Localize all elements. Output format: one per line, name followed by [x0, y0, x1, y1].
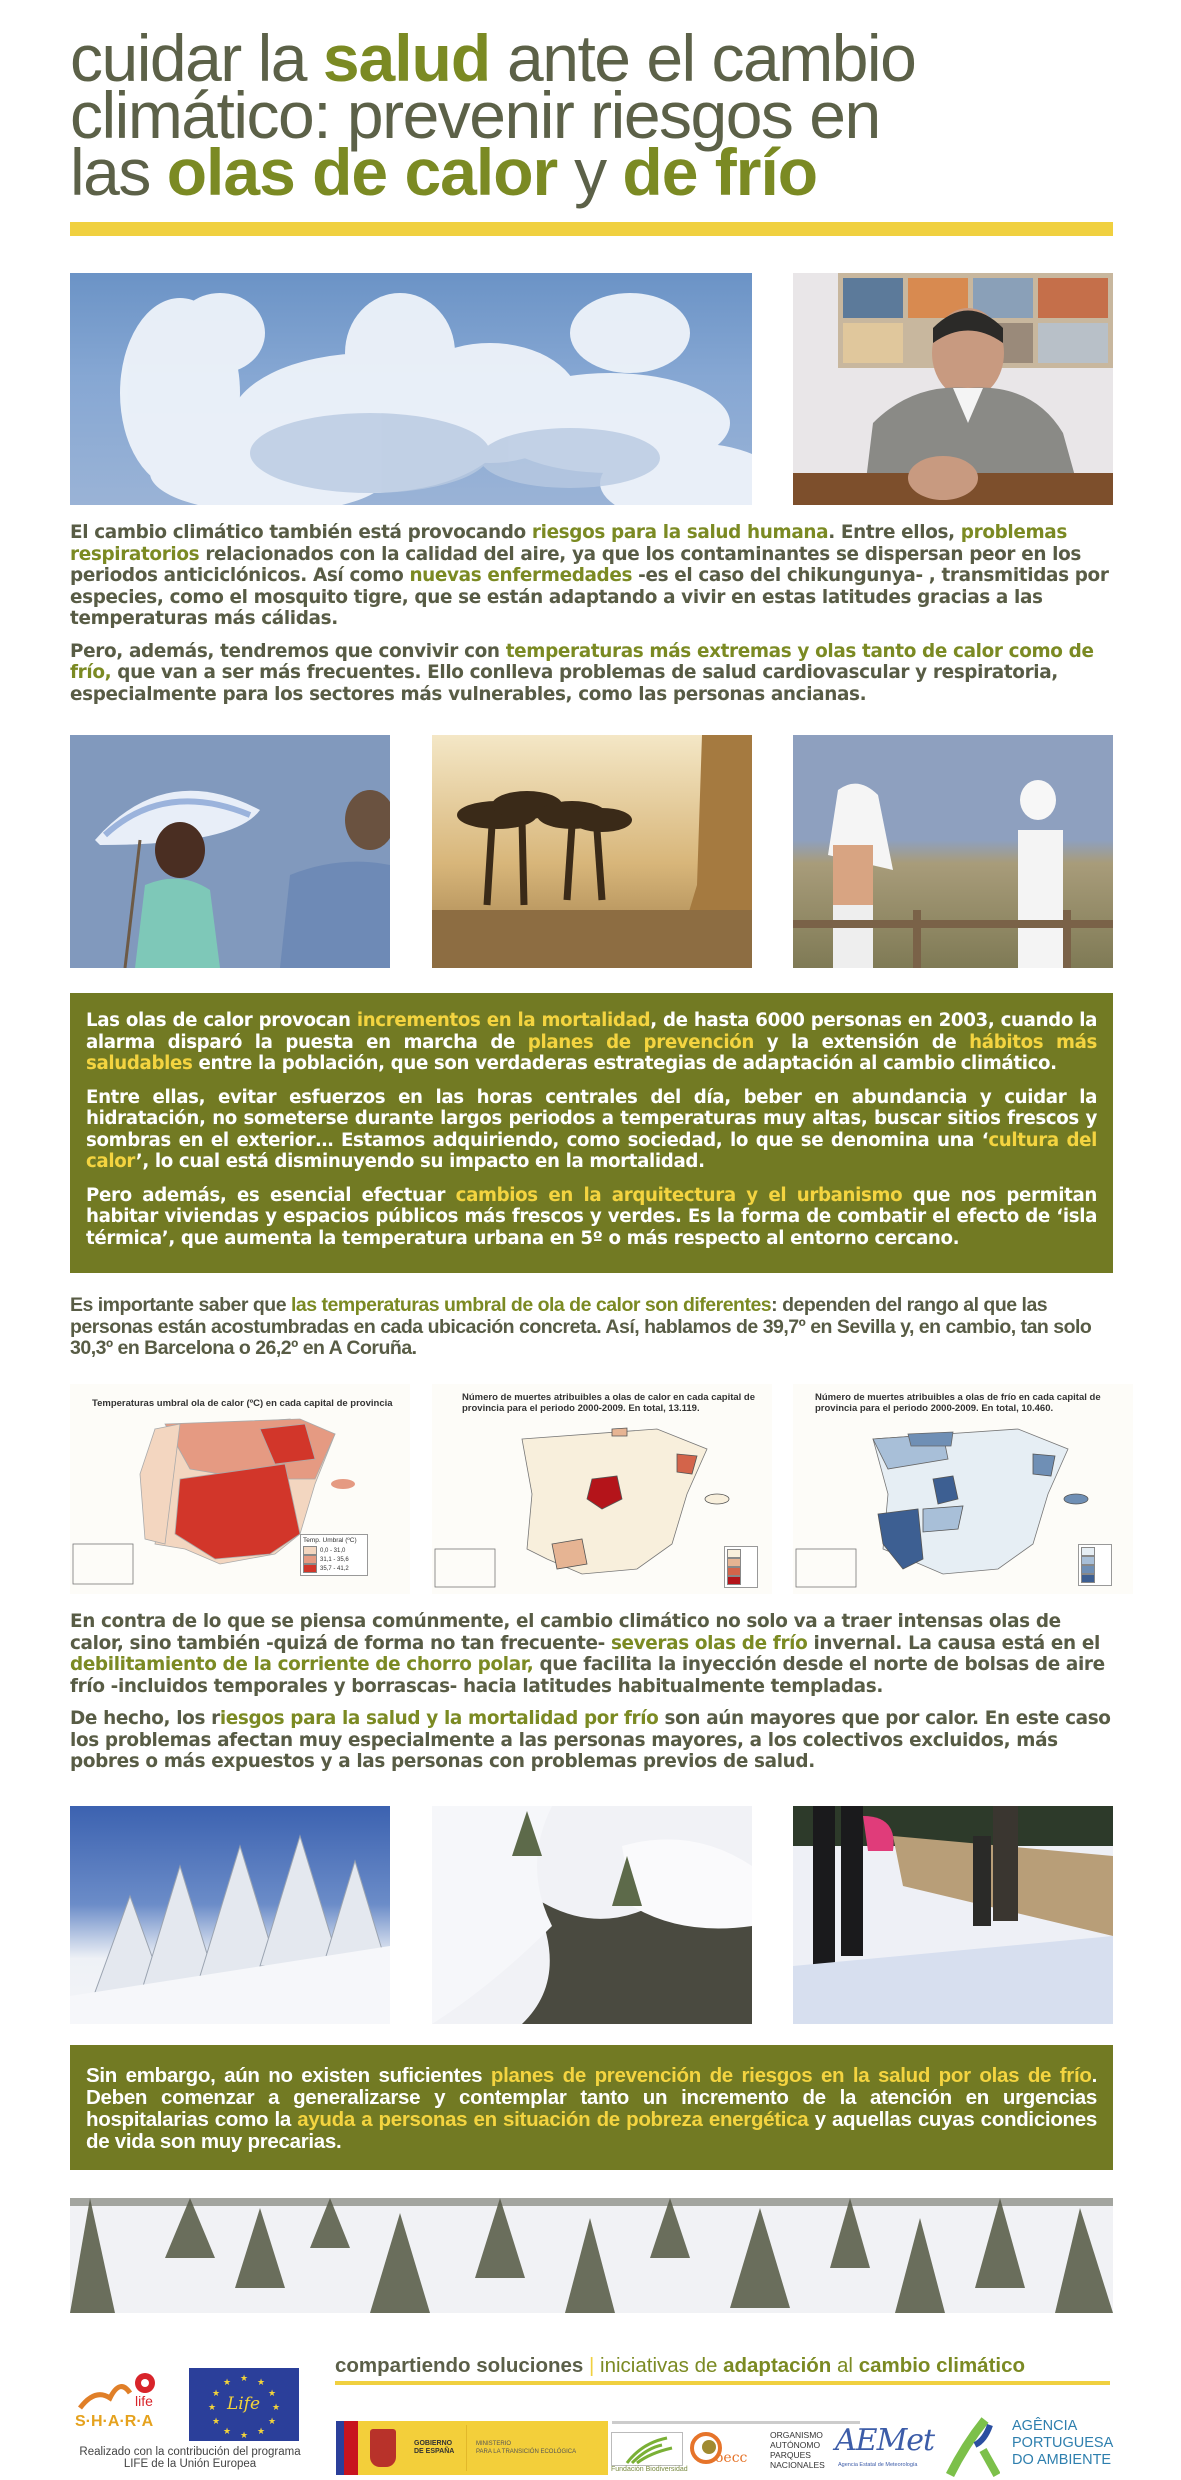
svg-text:★: ★ — [256, 2378, 266, 2388]
oecc-text: oecc — [715, 2450, 748, 2466]
legend-label: 31,1 - 35,6 — [320, 1556, 349, 1563]
grass-icon — [612, 2433, 682, 2465]
svg-text:★: ★ — [239, 2431, 249, 2441]
highlighted-text: incrementos en la mortalidad — [356, 1010, 651, 1031]
svg-text:★: ★ — [211, 2389, 221, 2399]
legend-swatch — [727, 1549, 741, 1558]
body-text: El cambio climático también está provocando — [70, 522, 532, 543]
highlighted-text: cultura del calor — [86, 1129, 1097, 1172]
cold-deaths-map — [793, 1384, 1133, 1594]
eu-life-text: Life — [227, 2394, 261, 2414]
aemet-subtext: Agencia Estatal de Meteorología — [838, 2462, 918, 2468]
legend-swatch — [727, 1576, 741, 1585]
body-text: : dependen del rango al que las personas están acostumbradas en cada ubicación concreta. Así, hablamos de 39,7º en Sevilla y, en cambio, tan solo 30,3º en Barcelona o 26,2º en A Coruña. — [70, 1294, 1092, 1359]
beach-illustration — [793, 735, 1113, 968]
threshold-text — [70, 1295, 1113, 1371]
title-text: y — [557, 135, 623, 209]
body-text: que nos permitan habitar viviendas y espacios públicos más frescos y verdes. Es la forma de combatir el efecto de ‘isla térmica’, que aumenta la temperatura urbana en 5º o más respecto al entorno cercano. — [86, 1184, 1097, 1249]
svg-text:★: ★ — [222, 2427, 232, 2437]
legend-swatch — [303, 1564, 317, 1573]
clouds-illustration — [70, 273, 752, 505]
gov-line: DE ESPAÑA — [414, 2448, 455, 2455]
body-text: -es el caso del chikungunya- , transmitidas por especies, como el mosquito tigre, que se están adaptando a vivir en estas latitudes gracias a las temperaturas más cálidas. — [70, 565, 1109, 629]
legend-item — [727, 1576, 755, 1585]
logos-rule — [612, 2421, 860, 2424]
eu-life-logo — [189, 2368, 299, 2441]
highlighted-text: hábitos más saludables — [86, 1031, 1097, 1074]
apa-line: PORTUGUESA — [1012, 2435, 1114, 2451]
life-contribution-text: Realizado con la contribución del programa LIFE de la Unión Europea — [79, 2446, 301, 2470]
shara-name-text: S·H·A·R·A — [75, 2413, 154, 2430]
highlighted-text: nuevas enfermedades — [409, 565, 633, 586]
spain-flag-strip — [344, 2421, 358, 2475]
body-text: Pero además, es esencial efectuar — [86, 1184, 456, 1206]
fundacion-text: Fundación Biodiversidad — [611, 2466, 688, 2473]
beach-people-photo — [793, 735, 1113, 968]
legend-swatch — [303, 1555, 317, 1564]
body-text: . Deben comenzar a generalizarse y contemplar tanto un incremento de la atención en urgencias hospitalarias como la — [86, 2064, 1097, 2131]
cold-paragraph-2 — [70, 1708, 1113, 1773]
body-text: En contra de lo que se piensa comúnmente, el cambio climático no solo va a traer intensas olas de calor, sino también -quizá de forma no tan frecuente- — [70, 1611, 1061, 1654]
fundacion-biodiversidad-logo — [611, 2432, 683, 2466]
apa-line: DO AMBIENTE — [1012, 2452, 1112, 2468]
map-title: Temperaturas umbral ola de calor (ºC) en cada capital de provincia — [92, 1398, 393, 1409]
title-highlight: olas de calor — [166, 135, 558, 209]
highlighted-text: cambios en la arquitectura y el urbanismo — [455, 1184, 903, 1206]
highlighted-text: problemas respiratorios — [70, 522, 1067, 565]
legend-item — [1081, 1556, 1109, 1565]
parques-nacionales-logo — [770, 2430, 825, 2470]
gov-line: GOBIERNO — [414, 2440, 453, 2447]
apa-line: AGÊNCIA — [1012, 2418, 1078, 2434]
oecc-logo-dot — [702, 2440, 716, 2454]
map-title: Número de muertes atribuibles a olas de calor en cada capital de provincia para el periodo 2000-2009. En total, 13.119. — [462, 1392, 756, 1414]
body-text: Sin embargo, aún no existen suficientes — [86, 2064, 491, 2087]
umbrella-illustration — [70, 735, 390, 968]
svg-text:★: ★ — [239, 2374, 249, 2384]
legend-swatch — [1081, 1574, 1095, 1583]
parques-line: PARQUES — [770, 2450, 811, 2460]
intro-paragraph-2 — [70, 641, 1113, 706]
legend-item — [1081, 1574, 1109, 1583]
title-text: climático: prevenir riesgos en — [70, 78, 880, 152]
aemet-logo: AEMet — [835, 2423, 935, 2458]
highlighted-text: debilitamiento de la corriente de chorro polar, — [70, 1654, 534, 1675]
legend-item — [727, 1567, 755, 1576]
body-text: son aún mayores que por calor. En este caso los problemas afectan muy especialmente a las personas mayores, a los colectivos excluidos, más pobres o más expuestos y a las personas con problemas previos de salud. — [70, 1708, 1111, 1772]
palm-street-photo — [432, 735, 752, 968]
highlighted-text: temperaturas más extremas y olas tanto de calor como de frío, — [70, 640, 1094, 683]
legend-swatch — [727, 1567, 741, 1576]
highlighted-text: las temperaturas umbral de ola de calor son diferentes — [290, 1294, 772, 1316]
snowy-trees-illustration — [70, 1806, 390, 2024]
snowshoe-illustration — [793, 1806, 1113, 2024]
parques-line: NACIONALES — [770, 2460, 825, 2470]
clouds-photo — [70, 273, 752, 505]
map-title: Número de muertes atribuibles a olas de frío en cada capital de provincia para el periodo 2000-2009. En total, 10.460. — [815, 1392, 1101, 1414]
body-text: y aquellas cuyas condiciones de vida son muy precarias. — [86, 2108, 1097, 2153]
tagline-part: adaptación — [723, 2354, 832, 2377]
cold-text — [70, 1611, 1113, 1784]
title-text: ante el cambio — [490, 21, 916, 95]
intro-text — [70, 522, 1113, 716]
body-text: invernal. La causa está en el — [807, 1632, 1100, 1654]
parques-line: AUTÓNOMO — [770, 2440, 821, 2450]
highlighted-text: iesgos para la salud y la mortalidad por frío — [219, 1708, 659, 1729]
tagline-part: al — [831, 2354, 859, 2377]
svg-text:★: ★ — [211, 2417, 221, 2427]
title-text: cuidar la — [70, 21, 323, 95]
highlighted-text: severas olas de frío — [610, 1632, 808, 1654]
umbrella-photo — [70, 735, 390, 968]
legend-swatch — [1081, 1565, 1095, 1574]
body-text: que facilita la inyección desde el norte de bolsas de aire frío -incluidos temporales y borrascas- hacia latitudes habitualmente templadas. — [70, 1654, 1105, 1697]
snowy-trees-photo — [70, 1806, 390, 2024]
gobierno-text — [414, 2440, 454, 2456]
cold-info-box — [70, 2045, 1113, 2170]
divider — [466, 2425, 467, 2471]
legend-item — [727, 1558, 755, 1567]
intro-paragraph-1 — [70, 522, 1113, 630]
body-text: Entre ellas, evitar esfuerzos en las horas centrales del día, beber en abundancia y cuidar la hidratación, no someterse durante largos periodos a temperaturas muy altas, buscar sitios frescos y sombras en el exterior… Estamos adquiriendo, como sociedad, lo que se denomina una ‘ — [86, 1086, 1097, 1151]
legend-swatch — [727, 1558, 741, 1567]
highlighted-text: planes de prevención — [527, 1031, 754, 1053]
legend-swatch — [1081, 1556, 1095, 1565]
svg-text:★: ★ — [207, 2403, 217, 2413]
title-text: las — [70, 135, 167, 209]
page-title — [70, 21, 1120, 209]
palm-illustration — [432, 735, 752, 968]
body-text: De hecho, los r — [70, 1708, 220, 1729]
body-text: . Entre ellos, — [828, 522, 961, 543]
heat-deaths-map — [432, 1384, 772, 1594]
ministerio-text — [476, 2440, 576, 2456]
legend-swatch — [303, 1546, 317, 1555]
tagline-part: compartiendo soluciones — [335, 2354, 584, 2377]
heat-paragraph-3 — [86, 1185, 1097, 1250]
svg-text:★: ★ — [271, 2403, 281, 2413]
heat-info-box — [70, 993, 1113, 1273]
title-underline — [70, 222, 1113, 236]
body-text: , de hasta 6000 personas en 2003, cuando la alarma disparó la puesta en marcha de — [86, 1010, 1097, 1053]
map-legend — [724, 1546, 758, 1588]
shara-life-logo — [75, 2368, 175, 2440]
panorama-illustration — [70, 2198, 1113, 2313]
tagline-part: iniciativas de — [600, 2354, 724, 2377]
snowshoe-hikers-photo — [793, 1806, 1113, 2024]
heat-threshold-map — [70, 1384, 410, 1594]
eu-flag-strip — [336, 2421, 344, 2475]
body-text: Las olas de calor provocan — [86, 1010, 357, 1031]
svg-text:★: ★ — [256, 2427, 266, 2437]
ministry-line: PARA LA TRANSICIÓN ECOLÓGICA — [476, 2449, 577, 2455]
map-legend — [1078, 1544, 1112, 1586]
gobierno-espana-logo — [336, 2421, 608, 2475]
footer-tagline — [335, 2354, 1110, 2385]
svg-text:★: ★ — [222, 2378, 232, 2388]
legend-swatch — [1081, 1547, 1095, 1556]
highlighted-text: riesgos para la salud humana — [531, 522, 829, 543]
legend-item — [727, 1549, 755, 1558]
cold-box-paragraph — [86, 2065, 1097, 2153]
highlighted-text: ayuda a personas en situación de pobreza energética — [297, 2108, 809, 2131]
shara-life-text: life — [135, 2393, 153, 2409]
body-text: Es importante saber que — [70, 1294, 291, 1316]
coat-of-arms-icon — [370, 2429, 396, 2467]
svg-text:★: ★ — [267, 2417, 277, 2427]
threshold-paragraph — [70, 1295, 1113, 1360]
snowy-stream-illustration — [432, 1806, 752, 2024]
apa-logo-text — [1012, 2418, 1113, 2469]
body-text: y la extensión de — [753, 1031, 970, 1053]
svg-text:★: ★ — [267, 2389, 277, 2399]
legend-label: 35,7 - 41,2 — [320, 1565, 349, 1572]
tagline-part: cambio climático — [858, 2354, 1026, 2377]
snowy-forest-panorama — [70, 2198, 1113, 2313]
body-text: Pero, además, tendremos que convivir con — [70, 640, 506, 662]
legend-item — [303, 1564, 365, 1573]
apa-logo-icon — [945, 2415, 1000, 2477]
spain-map-heat-deaths — [432, 1384, 772, 1594]
heat-paragraph-2 — [86, 1087, 1097, 1173]
legend-item — [1081, 1565, 1109, 1574]
legend-label: 0,0 - 31,0 — [320, 1547, 346, 1554]
shara-logo-icon — [75, 2368, 175, 2418]
body-text: ’, lo cual está disminuyendo su impacto en la mortalidad. — [135, 1151, 705, 1172]
snowy-stream-photo — [432, 1806, 752, 2024]
legend-item — [1081, 1547, 1109, 1556]
parques-line: ORGANISMO — [770, 2430, 823, 2440]
body-text: que van a ser más frecuentes. Ello conlleva problemas de salud cardiovascular y respiratoria, especialmente para los sectores más vulnerables, como las personas ancianas. — [70, 662, 1058, 705]
cold-paragraph-1 — [70, 1611, 1113, 1697]
title-highlight: salud — [322, 21, 491, 95]
portrait-illustration — [793, 273, 1113, 505]
highlighted-text: planes de prevención de riesgos en la salud por olas de frío — [490, 2064, 1092, 2087]
heat-paragraph-1 — [86, 1010, 1097, 1075]
legend-item — [303, 1555, 365, 1564]
tagline-separator: | — [583, 2354, 601, 2377]
map-legend — [300, 1534, 368, 1576]
legend-item — [303, 1546, 365, 1555]
body-text: relacionados con la calidad del aire, ya que los contaminantes se dispersan peor en los periodos anticiclónicos. Así como — [70, 543, 1081, 586]
legend-title: Temp. Umbral (ºC) — [303, 1537, 357, 1544]
title-highlight: de frío — [622, 135, 818, 209]
body-text: entre la población, que son verdaderas estrategias de adaptación al cambio climático. — [192, 1053, 1057, 1074]
expert-portrait-photo — [793, 273, 1113, 505]
ministry-line: MINISTERIO — [476, 2441, 512, 2447]
